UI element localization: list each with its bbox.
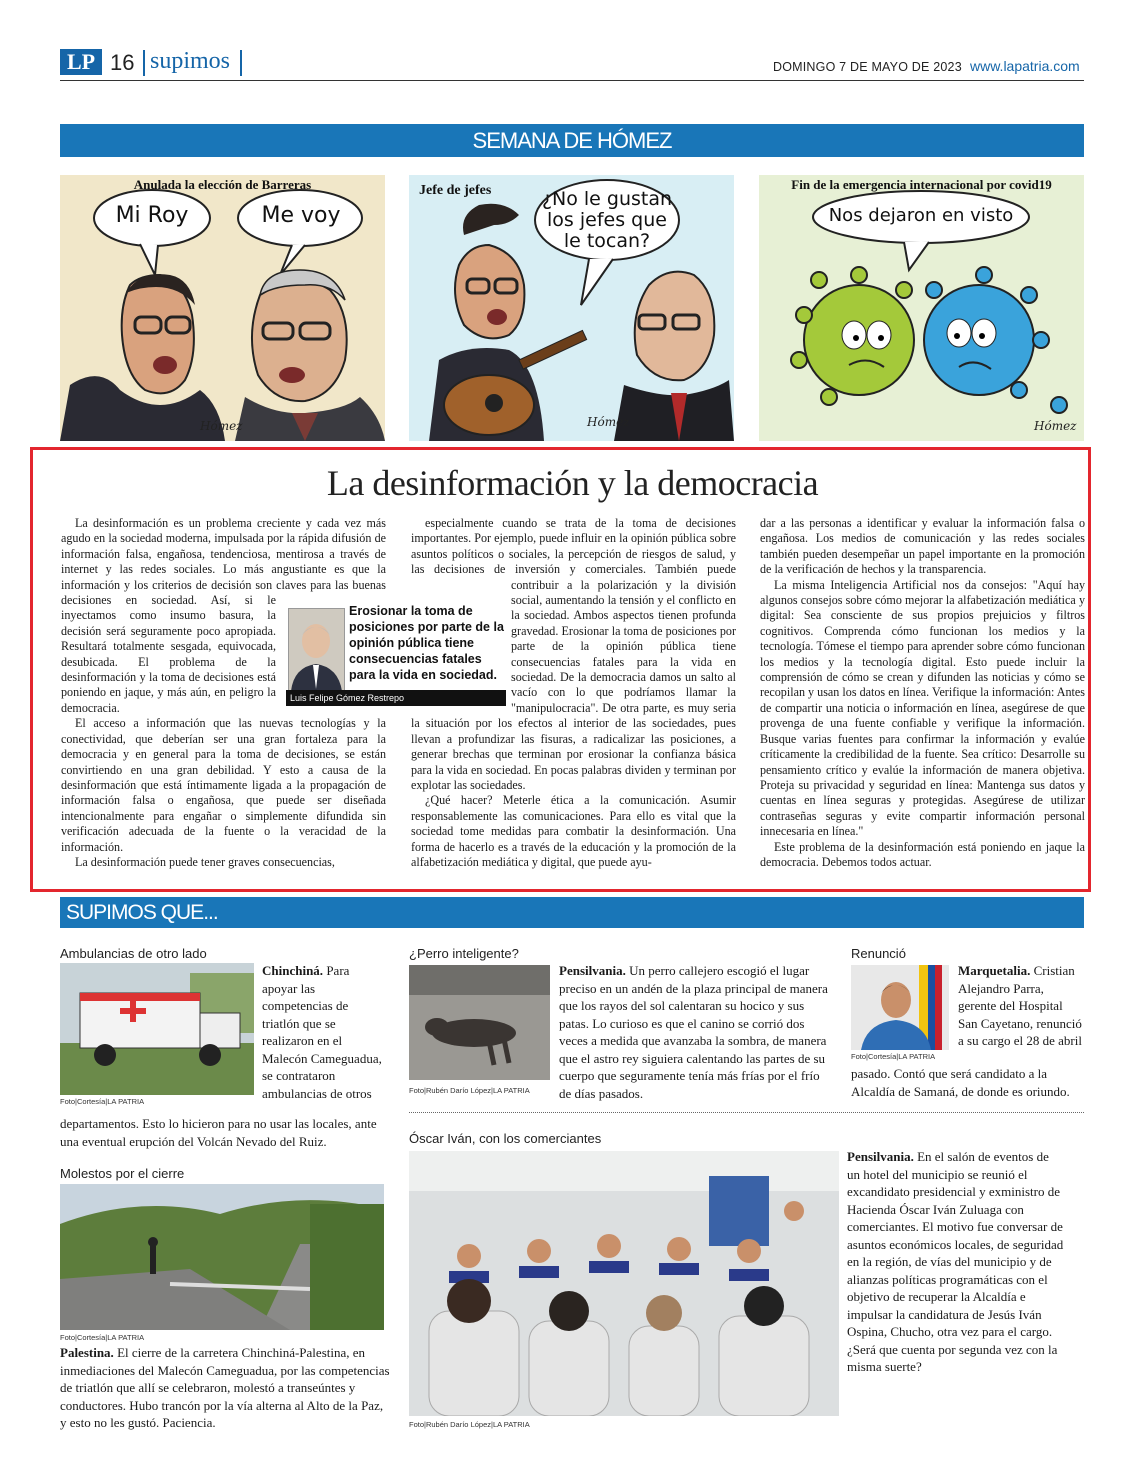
portrait-photo	[851, 965, 949, 1050]
photo-credit: Foto|Cortesía|LA PATRIA	[851, 1052, 936, 1061]
paragraph: La desinformación es un problema creciente y cada vez más agudo en la sociedad moderna, impulsada por la rápida difusión de información falsa, engañosa, tendenciosa, mentirosa a través de internet y las redes sociales. Lo más angustiante es que la información y los criterios de decisión son claves para las buenas decisiones en sociedad. Así, si le inyectamos como insumo basura, la decisión será seguramente poco apropiada. Resultará totalmente sesgada, equivocada, desubicada. El problema de la desinformación y la toma de decisiones está poniendo en jaque, y más aún, en peligro la democracia.	[61, 516, 386, 715]
paragraph: ¿Qué hacer? Meterle ética a la comunicación. Asumir responsablemente las comunicaciones. Para ello es vital que la sociedad tome medidas para combatir la desinformación. Una forma de hacerlo es a través de la educación y la promoción de la alfabetización mediática y digital, que puede ayu-	[411, 793, 736, 869]
pullquote-text: Erosionar la toma de posiciones por parte de la opinión pública tiene consecuencias fatales para la vida en sociedad.	[349, 604, 504, 682]
article-title: La desinformación y la democracia	[326, 463, 819, 503]
cartoon-caption: Fin de la emergencia internacional por covid19	[791, 177, 1052, 192]
speech-bubble-text: ¿No le gustan los jefes que le tocan?	[541, 188, 673, 252]
brief-text	[958, 962, 1083, 1050]
photo-credit: Foto|Cortesía|LA PATRIA	[60, 1333, 145, 1342]
photo-credit: Foto|Rubén Darío López|LA PATRIA	[409, 1086, 530, 1095]
brief-body: Para apoyar las competencias de triatlón que se realizaron en el Malecón Cameguadua, se contrataron ambulancias de otros	[262, 963, 382, 1101]
cartoon-panel-2	[409, 175, 734, 441]
brief-place: Pensilvania.	[559, 963, 626, 978]
supimos-band-title: SUPIMOS QUE...	[66, 901, 218, 924]
brief-text	[847, 1148, 1065, 1376]
speech-bubble-text: Nos dejaron en visto	[828, 205, 1014, 226]
brief-kicker: Molestos por el cierre	[60, 1166, 185, 1181]
cartoon-panel-1	[60, 175, 385, 441]
brief-kicker: Óscar Iván, con los comerciantes	[409, 1131, 602, 1146]
brief-body: Un perro callejero escogió el lugar preciso en un andén de la plaza principal de manera que los rayos del sol calentaran su hocico y sus patas. Lo curioso es que el canino se corrió dos veces a medida que avanzaba la sombra, de manera que el astro rey siguiera calentando las partes de su cuerpo que seguramente tenía más frías por el frío de días pasados.	[559, 963, 828, 1101]
brief-body: Cristian Alejandro Parra, gerente del Hospital San Cayetano, renunció a su cargo el 28 de abril	[958, 963, 1082, 1048]
cartoonist-signature: Hómez	[1034, 419, 1077, 433]
header-divider	[143, 50, 145, 76]
brief-place: Chinchiná.	[262, 963, 324, 978]
brief-place: Palestina.	[60, 1345, 114, 1360]
road-closure-photo	[60, 1184, 384, 1330]
section-name: supimos	[150, 48, 231, 74]
ambulance-photo	[60, 963, 254, 1095]
paragraph: La misma Inteligencia Artificial nos da consejos: "Aquí hay algunos consejos sobre cómo mejorar la alfabetización mediática y digital: Sea consciente de sus propios prejuicios y filtros cognitivos. Comprenda cómo funcionan los medios y la tecnología. Tómese el tiempo para aprender sobre cómo funcionan los medios y la tecnología digital. Esto puede incluir la comprensión de cómo se crean y difunden las noticias y cómo se recopilan y usan los datos en línea. Verifique la información: Antes de compartir una noticia o información en línea, asegúrese de que provenga de una fuente confiable y verifique la información. Busque varias fuentes para confirmar la información y evalúe críticamente la credibilidad de la fuente. Sea crítico: Desarrolle su pensamiento crítico y evalúe la información de manera objetiva. Proteja su privacidad y seguridad en línea: Mantenga sus datos y cuentas en línea seguras y protegidas. Asegúrese de utilizar contraseñas seguras y evite compartir información personal innecesaria en línea."	[760, 577, 1085, 839]
cartoon-caption: Anulada la elección de Barreras	[133, 177, 312, 192]
newspaper-logo: LP	[60, 49, 102, 75]
page-number: 16	[110, 50, 135, 75]
brief-place: Pensilvania.	[847, 1149, 914, 1164]
brief-text	[60, 1344, 390, 1432]
cartoon-caption: Jefe de jefes	[419, 183, 492, 198]
speech-bubble-text: Me voy	[261, 203, 341, 228]
article-column-3	[760, 516, 1085, 870]
paragraph: El acceso a información que las nuevas tecnologías y la conectividad, que deberían ser una gran fortaleza para la democracia y en general para la toma de decisiones, se están convirtiendo en una gran debilidad. Y esto a causa de la desinformación que está íntimamente ligada a la propagación de información falsa o engañosa, que puede ser diseñada intencionalmente para engañar o simplemente difundida sin verificación adecuada de la fuente o la veracidad de la información.	[61, 716, 386, 854]
author-name: Luis Felipe Gómez Restrepo	[286, 690, 506, 706]
brief-text-continued: departamentos. Esto lo hicieron para no usar las locales, ante una eventual erupción del Volcán Nevado del Ruiz.	[60, 1116, 377, 1149]
brief-text	[262, 962, 387, 1102]
author-photo	[288, 608, 345, 692]
paragraph: Este problema de la desinformación está poniendo en jaque la democracia. Debemos todos actuar.	[760, 839, 1085, 869]
brief-body: El cierre de la carretera Chinchiná-Palestina, en inmediaciones del Malecón Cameguadua, por las competencias de triatlón que allí se celebraron, molestó a transeúntes y conductores. Hubo trancón por la vía alterna al Alto de la Paz, y esto no les gustó. Paciencia.	[60, 1345, 390, 1430]
brief-text	[559, 962, 829, 1102]
brief-kicker: ¿Perro inteligente?	[409, 946, 519, 961]
paragraph: dar a las personas a identificar y evaluar la información falsa o engañosa. Los medios de comunicación y las redes sociales también pueden desempeñar un papel importante en la promoción de la verificación de hechos y la transparencia.	[760, 516, 1085, 577]
cartoon-panel-3	[759, 175, 1084, 441]
speech-bubble-text: Mi Roy	[115, 203, 189, 228]
brief-text-continued: pasado. Contó que será candidato a la Alcaldía de Samaná, de donde es oriundo.	[851, 1066, 1070, 1099]
brief-body: En el salón de eventos de un hotel del municipio se reunió el excandidato presidencial y exministro de Hacienda Óscar Iván Zuluaga con comerciantes. El motivo fue conversar de asuntos económicos locales, de seguridad en la región, de vías del municipio y de alianzas políticas programáticas con el objetivo de recuperar la Alcaldía e impulsar la candidatura de Jesús Iván Ospina, Chucho, otra vez para el cargo. ¿Será que cuenta por segunda vez con la misma suerte?	[847, 1149, 1064, 1374]
header-rule	[60, 80, 1084, 81]
photo-credit: Foto|Cortesía|LA PATRIA	[60, 1097, 145, 1106]
dog-photo	[409, 965, 550, 1080]
header-divider	[240, 50, 242, 76]
photo-credit: Foto|Rubén Darío López|LA PATRIA	[409, 1420, 530, 1429]
paragraph: especialmente cuando se trata de la toma de decisiones importantes. Por ejemplo, puede influir en la opinión pública sobre asuntos políticos o sociales, la percepción de riesgos de salud, y las decisiones de inversión y comerciales. También puede contribuir a la polarización y la división social, aumentando la tensión y el conflicto en la sociedad. Ambos aspectos tienen profunda gravedad. Erosionar la toma de posiciones por parte de la opinión pública tiene consecuencias fatales para la vida en sociedad. De la democracia damos un salto al vacío con lo que podríamos llamar la "manipulocracia". De otra parte, es muy seria la situación por los efectos al interior de las sociedades, pues llevan a profundizar las fisuras, a radicalizar las posiciones, a generar brechas que terminan por erosionar la confianza básica para la vida en sociedad. En pocas palabras dividen y terminan por explotar las sociedades.	[411, 516, 736, 792]
paragraph: La desinformación puede tener graves consecuencias,	[75, 854, 335, 869]
brief-kicker: Ambulancias de otro lado	[60, 946, 207, 961]
cartoonist-signature: Hómez	[200, 419, 243, 433]
brief-divider	[409, 1112, 1084, 1113]
issue-date: DOMINGO 7 DE MAYO DE 2023	[773, 60, 962, 74]
meeting-photo	[409, 1151, 839, 1416]
cartoon-band-title: SEMANA DE HÓMEZ	[472, 128, 672, 153]
cartoonist-signature: Hómez	[587, 415, 630, 429]
brief-kicker: Renunció	[851, 946, 906, 961]
website-link[interactable]: www.lapatria.com	[970, 58, 1080, 74]
brief-place: Marquetalia.	[958, 963, 1031, 978]
